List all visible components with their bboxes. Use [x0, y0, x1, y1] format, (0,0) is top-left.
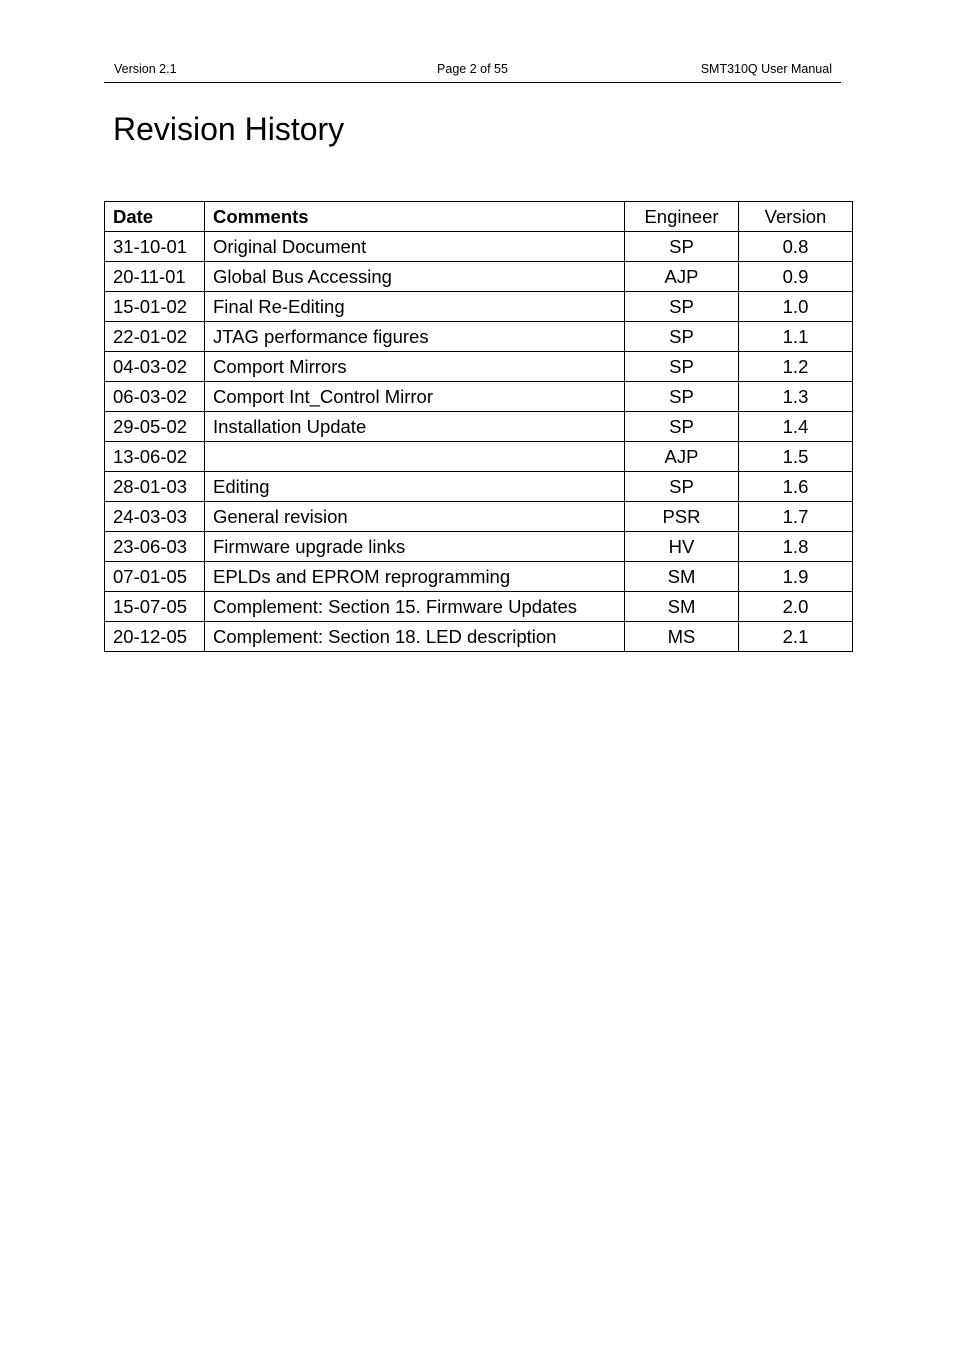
- table-row: [105, 412, 853, 442]
- cell-version: 1.2: [739, 352, 853, 382]
- cell-engineer: SM: [625, 562, 739, 592]
- cell-engineer: SP: [625, 472, 739, 502]
- cell-comments: [205, 442, 625, 472]
- header-page-number: Page 2 of 55: [437, 62, 508, 76]
- table-row: [105, 442, 853, 472]
- cell-version: 0.9: [739, 262, 853, 292]
- cell-date: 20-11-01: [105, 262, 205, 292]
- cell-version: 0.8: [739, 232, 853, 262]
- table-row: [105, 382, 853, 412]
- header-version: Version 2.1: [114, 62, 177, 76]
- cell-engineer: PSR: [625, 502, 739, 532]
- table-body: [105, 232, 853, 652]
- cell-date: 15-07-05: [105, 592, 205, 622]
- cell-version: 1.0: [739, 292, 853, 322]
- cell-version: 1.5: [739, 442, 853, 472]
- cell-comments: Comport Int_Control Mirror: [205, 382, 625, 412]
- cell-version: 1.7: [739, 502, 853, 532]
- cell-engineer: MS: [625, 622, 739, 652]
- table-row: [105, 622, 853, 652]
- cell-engineer: AJP: [625, 262, 739, 292]
- cell-comments: JTAG performance figures: [205, 322, 625, 352]
- table-row: [105, 262, 853, 292]
- table-row: [105, 232, 853, 262]
- cell-date: 13-06-02: [105, 442, 205, 472]
- column-header-comments: Comments: [205, 202, 625, 232]
- table-row: [105, 352, 853, 382]
- cell-comments: EPLDs and EPROM reprogramming: [205, 562, 625, 592]
- cell-date: 31-10-01: [105, 232, 205, 262]
- column-header-engineer: Engineer: [625, 202, 739, 232]
- cell-comments: Installation Update: [205, 412, 625, 442]
- cell-comments: Editing: [205, 472, 625, 502]
- cell-date: 07-01-05: [105, 562, 205, 592]
- cell-comments: Final Re-Editing: [205, 292, 625, 322]
- cell-version: 1.9: [739, 562, 853, 592]
- cell-date: 23-06-03: [105, 532, 205, 562]
- cell-date: 28-01-03: [105, 472, 205, 502]
- cell-engineer: AJP: [625, 442, 739, 472]
- page-header: [104, 58, 841, 83]
- cell-engineer: SP: [625, 352, 739, 382]
- table-row: [105, 502, 853, 532]
- table-row: [105, 592, 853, 622]
- table-row: [105, 472, 853, 502]
- column-header-date: Date: [105, 202, 205, 232]
- page-title: Revision History: [113, 111, 345, 147]
- cell-version: 2.1: [739, 622, 853, 652]
- cell-comments: Complement: Section 15. Firmware Updates: [205, 592, 625, 622]
- cell-comments: Firmware upgrade links: [205, 532, 625, 562]
- cell-version: 1.4: [739, 412, 853, 442]
- cell-comments: Global Bus Accessing: [205, 262, 625, 292]
- table-row: [105, 562, 853, 592]
- cell-comments: Original Document: [205, 232, 625, 262]
- cell-date: 29-05-02: [105, 412, 205, 442]
- cell-engineer: HV: [625, 532, 739, 562]
- cell-date: 15-01-02: [105, 292, 205, 322]
- cell-version: 1.6: [739, 472, 853, 502]
- cell-engineer: SP: [625, 292, 739, 322]
- column-header-version: Version: [739, 202, 853, 232]
- cell-version: 2.0: [739, 592, 853, 622]
- cell-date: 24-03-03: [105, 502, 205, 532]
- header-manual-title: SMT310Q User Manual: [700, 62, 832, 76]
- cell-version: 1.3: [739, 382, 853, 412]
- cell-date: 22-01-02: [105, 322, 205, 352]
- cell-date: 06-03-02: [105, 382, 205, 412]
- cell-date: 20-12-05: [105, 622, 205, 652]
- cell-engineer: SM: [625, 592, 739, 622]
- cell-engineer: SP: [625, 322, 739, 352]
- cell-engineer: SP: [625, 382, 739, 412]
- table-header-row: [105, 202, 853, 232]
- cell-version: 1.8: [739, 532, 853, 562]
- table-row: [105, 292, 853, 322]
- cell-engineer: SP: [625, 412, 739, 442]
- cell-comments: Comport Mirrors: [205, 352, 625, 382]
- cell-version: 1.1: [739, 322, 853, 352]
- cell-comments: Complement: Section 18. LED description: [205, 622, 625, 652]
- cell-comments: General revision: [205, 502, 625, 532]
- table-row: [105, 322, 853, 352]
- revision-history-table: [104, 201, 853, 652]
- table-row: [105, 532, 853, 562]
- cell-date: 04-03-02: [105, 352, 205, 382]
- cell-engineer: SP: [625, 232, 739, 262]
